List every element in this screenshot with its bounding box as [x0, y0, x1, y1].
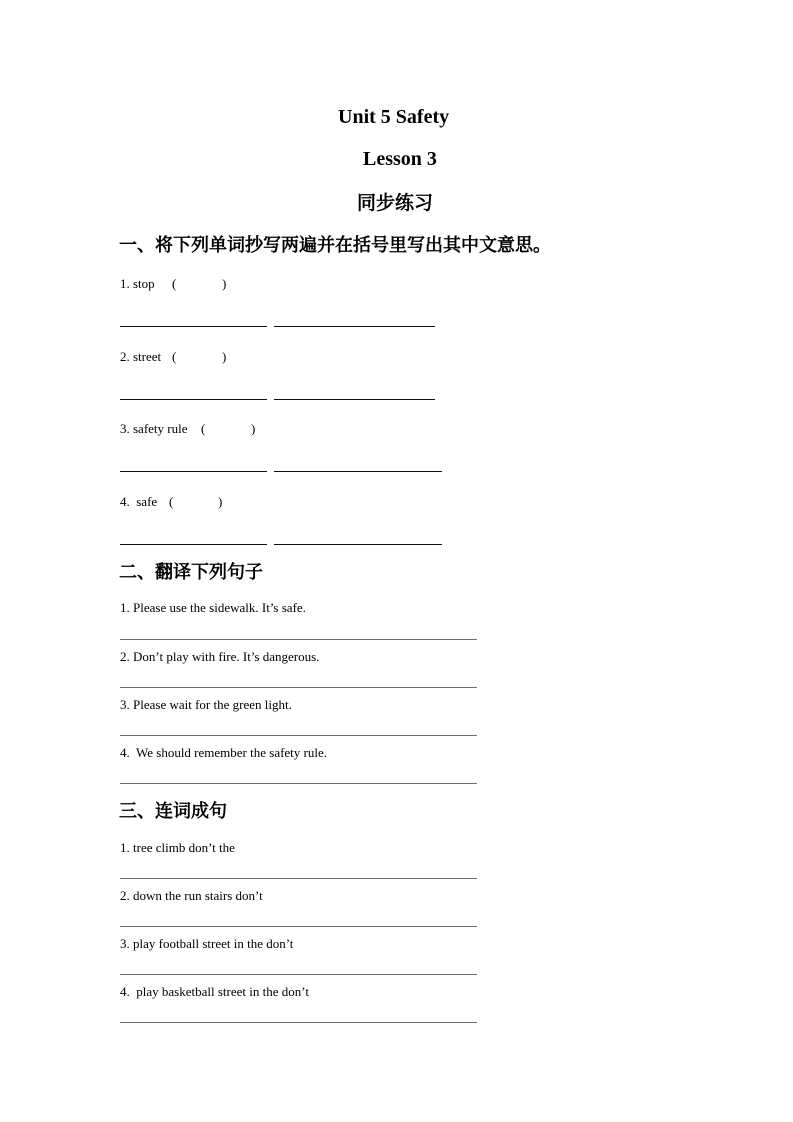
sentence-3: 3. Please wait for the green light.: [120, 697, 292, 712]
answer-line[interactable]: [120, 735, 477, 736]
answer-line[interactable]: [120, 878, 477, 879]
scrambled-4: 4. play basketball street in the don’t: [120, 984, 309, 999]
copy-line-2[interactable]: [274, 326, 435, 327]
open-paren: (: [172, 349, 177, 364]
word-label: 2. street: [120, 349, 162, 364]
answer-line[interactable]: [120, 926, 477, 927]
lesson-title: Lesson 3: [363, 148, 437, 170]
answer-line[interactable]: [120, 639, 477, 640]
open-paren: (: [201, 421, 206, 436]
copy-line-1[interactable]: [120, 471, 267, 472]
word-label: 4. safe: [120, 494, 158, 509]
section1-heading: 一、将下列单词抄写两遍并在括号里写出其中文意思。: [119, 235, 551, 256]
scrambled-3: 3. play football street in the don’t: [120, 936, 294, 951]
sentence-2: 2. Don’t play with fire. It’s dangerous.: [120, 649, 320, 664]
copy-line-1[interactable]: [120, 399, 267, 400]
answer-line[interactable]: [120, 1022, 477, 1023]
close-paren: ): [251, 421, 256, 436]
copy-line-2[interactable]: [274, 399, 435, 400]
close-paren: ): [222, 349, 227, 364]
sentence-1: 1. Please use the sidewalk. It’s safe.: [120, 600, 306, 615]
close-paren: ): [218, 494, 223, 509]
open-paren: (: [169, 494, 174, 509]
copy-line-1[interactable]: [120, 326, 267, 327]
word-label: 3. safety rule: [120, 421, 188, 436]
copy-line-2[interactable]: [274, 471, 442, 472]
copy-line-1[interactable]: [120, 544, 267, 545]
scrambled-1: 1. tree climb don’t the: [120, 840, 235, 855]
word-label: 1. stop: [120, 276, 155, 291]
document-title: Unit 5 Safety: [338, 106, 450, 128]
section3-heading: 三、连词成句: [119, 801, 227, 822]
close-paren: ): [222, 276, 227, 291]
copy-line-2[interactable]: [274, 544, 442, 545]
exercise-subtitle: 同步练习: [357, 192, 434, 214]
sentence-4: 4. We should remember the safety rule.: [120, 745, 328, 760]
answer-line[interactable]: [120, 687, 477, 688]
answer-line[interactable]: [120, 783, 477, 784]
section2-heading: 二、翻译下列句子: [119, 562, 263, 583]
answer-line[interactable]: [120, 974, 477, 975]
scrambled-2: 2. down the run stairs don’t: [120, 888, 263, 903]
open-paren: (: [172, 276, 177, 291]
